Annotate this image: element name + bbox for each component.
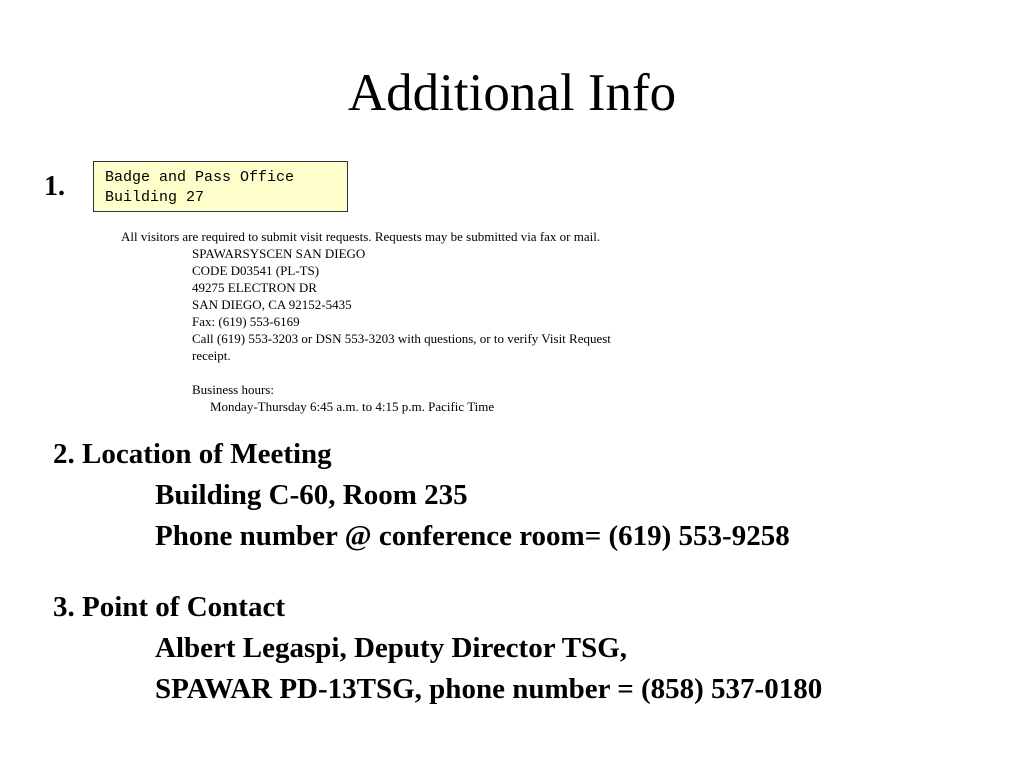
- visit-request-intro: All visitors are required to submit visit requests. Requests may be submitted via fax or mail.: [121, 229, 601, 244]
- business-hours-value: Monday-Thursday 6:45 a.m. to 4:15 p.m. Pacific Time: [210, 399, 495, 414]
- badge-office-line-2: Building 27: [105, 189, 205, 206]
- call-line-continued: receipt.: [192, 348, 231, 363]
- item-2-title: 2. Location of Meeting: [53, 438, 332, 470]
- address-line: SPAWARSYSCEN SAN DIEGO: [192, 246, 366, 261]
- slide-title: Additional Info: [347, 64, 677, 122]
- badge-office-line-1: Badge and Pass Office: [105, 169, 295, 186]
- item-1-number: 1.: [44, 171, 65, 202]
- address-line: 49275 ELECTRON DR: [192, 280, 317, 295]
- fax-line: Fax: (619) 553-6169: [192, 314, 300, 329]
- contact-phone-line: SPAWAR PD-13TSG, phone number = (858) 537-0180: [155, 673, 823, 705]
- badge-office-box: [93, 161, 348, 212]
- meeting-room-line: Building C-60, Room 235: [155, 479, 468, 511]
- conference-phone-line: Phone number @ conference room= (619) 553-9258: [155, 520, 790, 552]
- call-line: Call (619) 553-3203 or DSN 553-3203 with questions, or to verify Visit Request: [192, 331, 611, 346]
- address-line: CODE D03541 (PL-TS): [192, 263, 320, 278]
- item-3-title: 3. Point of Contact: [53, 591, 285, 623]
- address-line: SAN DIEGO, CA 92152-5435: [192, 297, 352, 312]
- contact-name-line: Albert Legaspi, Deputy Director TSG,: [155, 632, 628, 664]
- business-hours-label: Business hours:: [192, 382, 274, 397]
